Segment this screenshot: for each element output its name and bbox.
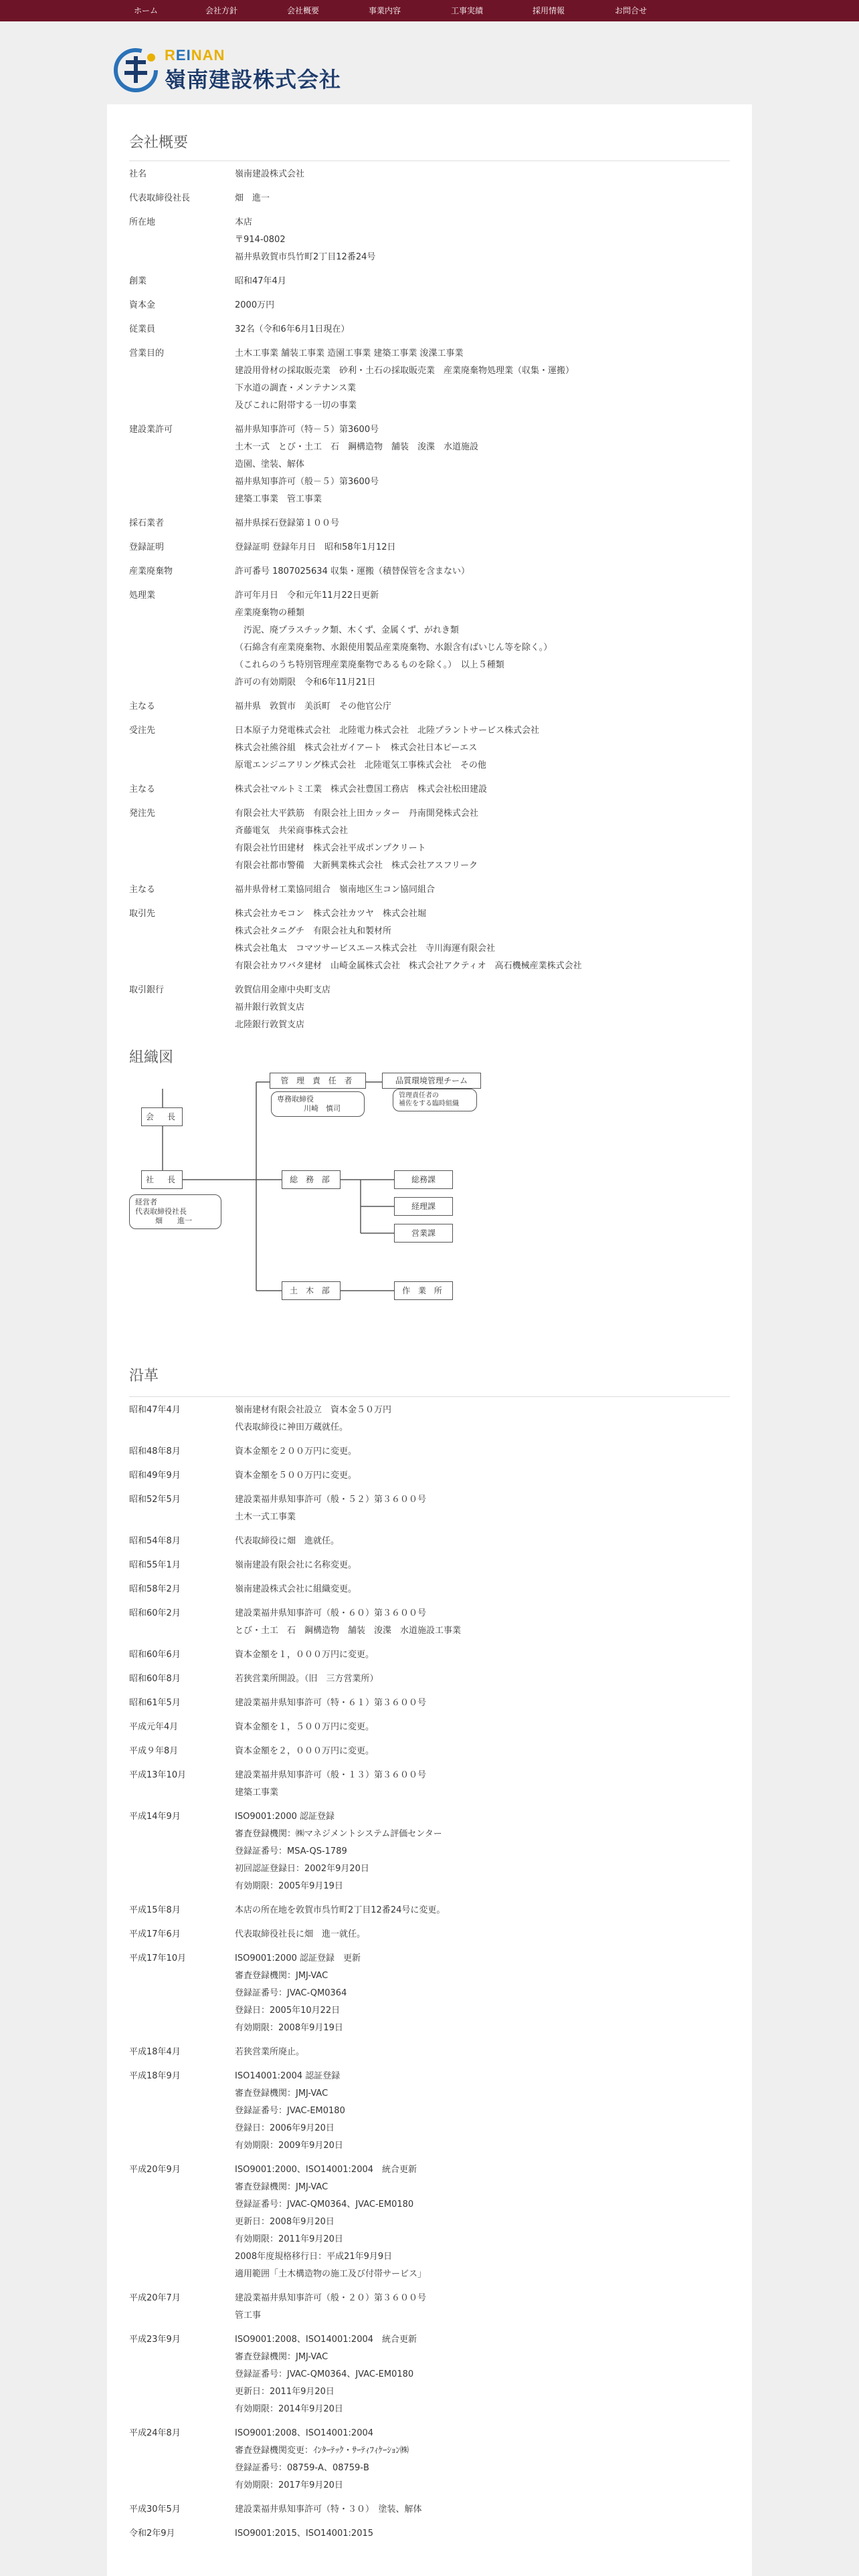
overview-value-line: 32名（令和6年6月1日現在）: [235, 324, 350, 334]
overview-value: [235, 563, 730, 580]
overview-value: [235, 421, 730, 508]
history-value: [235, 1695, 730, 1712]
history-value: [235, 1646, 730, 1664]
overview-value-line: 福井県知事許可（般－５）第3600号: [235, 477, 379, 487]
history-label: 昭和61年5月: [129, 1698, 181, 1708]
history-value: [235, 1950, 730, 2037]
history-value-line: 土木一式工事業: [235, 1512, 296, 1522]
org-box-sagyo-sho: 作 業 所: [394, 1281, 453, 1300]
history-value-line: 建設業福井県知事許可（般・２０）第３６００号: [235, 2293, 427, 2303]
overview-value-line: 株式会社熊谷組 株式会社ガイアート 株式会社日本ピーエス: [235, 743, 478, 753]
history-value-line: 若狭営業所開設。（旧 三方営業所）: [235, 1674, 379, 1684]
history-label: 昭和52年5月: [129, 1495, 181, 1505]
history-value-line: 有効期限：2014年9月20日: [235, 2404, 343, 2414]
overview-label: 建設業許可: [129, 425, 173, 435]
org-box-keiri-ka: 経理課: [394, 1197, 453, 1216]
history-value-line: ISO9001:2000 認証登録 更新: [235, 1953, 361, 1963]
overview-label: 創業: [129, 276, 147, 286]
overview-value-line: 建築工事業 管工事業: [235, 494, 322, 504]
history-label: 平成９年8月: [129, 1746, 179, 1756]
overview-value-line: 有限会社竹田建材 株式会社平成ポンプクリート: [235, 843, 426, 853]
history-value-line: 審査登録機関：JMJ-VAC: [235, 2182, 328, 2192]
history-label: 昭和55年1月: [129, 1560, 181, 1570]
history-label: 平成23年9月: [129, 2335, 181, 2345]
history-value: [235, 1402, 730, 1436]
overview-value-line: 敦賀信用金庫中央町支店: [235, 985, 331, 995]
overview-label: 従業員: [129, 324, 156, 334]
nav-home[interactable]: ホーム: [133, 6, 158, 15]
overview-value-line: 斉藤電気 共栄商事株式会社: [235, 826, 349, 836]
overview-value-line: 日本原子力発電株式会社 北陸電力株式会社 北陸プラントサービス株式会社: [235, 726, 540, 736]
history-value-line: 審査登録機関：JMJ-VAC: [235, 2352, 328, 2362]
nav-business[interactable]: 事業内容: [368, 6, 401, 15]
overview-value: [235, 539, 730, 556]
overview-label: 資本金: [129, 300, 156, 310]
history-label: 平成17年10月: [129, 1953, 187, 1963]
overview-value: [235, 321, 730, 338]
history-value: [235, 2290, 730, 2325]
overview-value-line: 土木工事業 舗装工事業 造園工事業 建築工事業 浚渫工事業: [235, 348, 464, 358]
overview-value-line: 建設用骨材の採取販売業 砂利・土石の採取販売業 産業廃棄物処理業（収集・運搬）: [235, 366, 575, 376]
history-value-line: 代表取締役に畑 進就任。: [235, 1536, 340, 1546]
history-label: 昭和58年2月: [129, 1584, 181, 1594]
nav-contact[interactable]: お問合せ: [614, 6, 647, 15]
history-value-line: 資本金額を５００万円に変更。: [235, 1471, 357, 1481]
history-value-line: 建設業福井県知事許可（般・６０）第３６００号: [235, 1608, 427, 1618]
history-value: [235, 1767, 730, 1802]
overview-value-line: （これらのうち特別管理産業廃棄物であるものを除く。） 以上５種類: [235, 660, 504, 670]
history-value-line: 建設業福井県知事許可（般・５２）第３６００号: [235, 1495, 427, 1505]
overview-value-line: 産業廃棄物の種類: [235, 608, 305, 618]
history-value-line: 有効期限：2017年9月20日: [235, 2480, 343, 2490]
history-value-line: 本店の所在地を敦賀市呉竹町2丁目12番24号に変更。: [235, 1905, 446, 1915]
overview-value-line: 有限会社カワバタ建材 山崎金属株式会社 株式会社アクティオ 高石機械産業株式会社: [235, 961, 582, 971]
history-value: [235, 1443, 730, 1461]
history-value-line: 登録証番号：JVAC-QM0364、JVAC-EM0180: [235, 2199, 414, 2210]
overview-value-line: 株式会社亀太 コマツサービスエース株式会社 寺川海運有限会社: [235, 944, 495, 954]
history-value-line: 代表取締役社長に畑 進一就任。: [235, 1929, 366, 1939]
overview-value-line: 土木一式 とび・土工 石 鋼構造物 舗装 浚渫 水道施設: [235, 442, 479, 452]
overview-value: [235, 905, 730, 975]
overview-label: 営業目的: [129, 348, 165, 358]
nav-company[interactable]: 会社概要: [286, 6, 319, 15]
overview-value: [235, 273, 730, 290]
history-value: [235, 2331, 730, 2418]
org-box-eigyo-ka: 営業課: [394, 1224, 453, 1243]
overview-value: [235, 214, 730, 266]
history-label: 昭和60年6月: [129, 1650, 181, 1660]
overview-value-line: 福井県敦賀市呉竹町2丁目12番24号: [235, 252, 376, 262]
org-box-hinshitsu: 品質環境管理チーム: [382, 1073, 481, 1089]
overview-value: [235, 781, 730, 798]
org-note-keiei: 経営者 代表取締役社長 畑 進一: [129, 1194, 221, 1229]
history-label: 平成元年4月: [129, 1722, 179, 1732]
overview-label: 主なる: [129, 885, 156, 895]
history-value: [235, 1902, 730, 1919]
overview-label: 代表取締役社長: [129, 193, 191, 203]
overview-label: 登録証明: [129, 542, 165, 552]
history-label: 昭和60年8月: [129, 1674, 181, 1684]
overview-value-line: 許可の有効期限 令和6年11月21日: [235, 677, 376, 687]
org-box-kaicho: 会 長: [141, 1107, 183, 1126]
top-nav-bar: [0, 0, 859, 21]
overview-value: [235, 166, 730, 183]
org-note-kanri: 専務取締役 川崎 慎司: [271, 1091, 365, 1117]
history-value: [235, 1719, 730, 1736]
org-chart: [129, 1067, 544, 1442]
history-label: 平成13年10月: [129, 1770, 187, 1780]
overview-value-line: 本店: [235, 217, 253, 227]
history-value-line: 登録日：2006年9月20日: [235, 2123, 335, 2133]
overview-label: 取引銀行: [129, 985, 165, 995]
overview-value-line: 原電エンジニアリング株式会社 北陸電気工事株式会社 その他: [235, 760, 486, 770]
overview-value-line: 嶺南建設株式会社: [235, 169, 305, 179]
overview-value-line: 汚泥、廃プラスチック類、木くず、金属くず、がれき類: [235, 625, 459, 635]
overview-label: 処理業: [129, 591, 156, 601]
overview-value-line: 株式会社カモコン 株式会社カツヤ 株式会社堀: [235, 909, 427, 919]
history-value: [235, 2068, 730, 2155]
org-box-somu-ka: 総務課: [394, 1170, 453, 1189]
history-value-line: 登録証番号：JVAC-QM0364: [235, 1988, 347, 1998]
history-value-line: ISO9001:2015、ISO14001:2015: [235, 2529, 374, 2539]
history-value: [235, 1605, 730, 1640]
history-value-line: 資本金額を１，０００万円に変更。: [235, 1650, 375, 1660]
org-box-doboku-bu: 土 木 部: [282, 1281, 341, 1300]
overview-value-line: 北陸銀行敦賀支店: [235, 1020, 305, 1030]
overview-value: [235, 722, 730, 774]
overview-label: 主なる: [129, 784, 156, 794]
overview-value: [235, 190, 730, 207]
history-value-line: 登録証番号：JVAC-QM0364、JVAC-EM0180: [235, 2369, 414, 2379]
company-logo[interactable]: [111, 43, 365, 96]
overview-label: 所在地: [129, 217, 156, 227]
history-value-line: ISO9001:2000、ISO14001:2004 統合更新: [235, 2165, 417, 2175]
history-value-line: 代表取締役に神田万蔵就任。: [235, 1422, 349, 1432]
overview-value-line: 造園、塗装、解体: [235, 459, 305, 469]
org-box-shacho: 社 長: [141, 1170, 183, 1189]
history-label: 平成20年9月: [129, 2165, 181, 2175]
overview-label: 社名: [129, 169, 147, 179]
logo-mark-icon: [111, 45, 161, 95]
history-label: 昭和49年9月: [129, 1471, 181, 1481]
overview-value: [235, 515, 730, 532]
history-label: 平成17年6月: [129, 1929, 181, 1939]
history-label: 平成15年8月: [129, 1905, 181, 1915]
overview-rule: [129, 160, 730, 161]
history-label: 昭和54年8月: [129, 1536, 181, 1546]
history-value: [235, 1671, 730, 1688]
history-value: [235, 1926, 730, 1943]
history-value-line: ISO14001:2004 認証登録: [235, 2071, 341, 2081]
nav-policy[interactable]: 会社方針: [205, 6, 237, 15]
history-value-line: 審査登録機関：JMJ-VAC: [235, 2088, 328, 2099]
history-label: 昭和48年8月: [129, 1446, 181, 1457]
org-box-somu-bu: 総 務 部: [282, 1170, 341, 1189]
overview-value-line: 福井県知事許可（特－５）第3600号: [235, 425, 379, 435]
history-value: [235, 1557, 730, 1574]
history-value-line: 有効期限：2009年9月20日: [235, 2141, 343, 2151]
overview-value-line: 2000万円: [235, 300, 275, 310]
history-value: [235, 2525, 730, 2543]
logo-text-jp: 嶺南建設株式会社: [165, 67, 342, 92]
history-value-line: 建設業福井県知事許可（特・３０） 塗装、解体: [235, 2504, 422, 2514]
overview-title: 会社概要: [129, 134, 189, 151]
history-value-line: とび・土工 石 鋼構造物 舗装 浚渫 水道施設工事業: [235, 1626, 462, 1636]
history-label: 平成30年5月: [129, 2504, 181, 2514]
overview-value-line: 及びこれに附帯する一切の事業: [235, 401, 357, 411]
overview-value-line: 株式会社タニグチ 有限会社丸和製材所: [235, 926, 392, 936]
content-card: [107, 104, 752, 2576]
history-value: [235, 1808, 730, 1895]
overview-value-line: 有限会社都市警備 大新興業株式会社 株式会社アスフリーク: [235, 861, 478, 871]
history-value-line: 管工事: [235, 2311, 262, 2321]
overview-value: [235, 805, 730, 875]
history-rule: [129, 1396, 730, 1397]
history-label: 平成18年9月: [129, 2071, 181, 2081]
history-value-line: 建設業福井県知事許可（般・１３）第３６００号: [235, 1770, 427, 1780]
overview-value-line: 許可番号 1807025634 収集・運搬（積替保管を含まない）: [235, 566, 470, 576]
org-box-kanri: 管 理 責 任 者: [270, 1073, 366, 1089]
overview-value-line: 福井銀行敦賀支店: [235, 1002, 305, 1012]
history-value: [235, 2161, 730, 2283]
history-value-line: 2008年度規格移行日：平成21年9月9日: [235, 2252, 393, 2262]
overview-label: 採石業者: [129, 518, 165, 528]
history-value-line: 審査登録機関：JMJ-VAC: [235, 1971, 328, 1981]
overview-value-line: 許可年月日 令和元年11月22日更新: [235, 591, 379, 601]
history-value-line: 嶺南建材有限会社設立 資本金５０万円: [235, 1405, 392, 1415]
overview-value: [235, 587, 730, 691]
overview-label: 産業廃棄物: [129, 566, 173, 576]
history-value-line: 登録日：2005年10月22日: [235, 2006, 341, 2016]
overview-value: [235, 881, 730, 899]
history-value-line: 嶺南建設株式会社に組織変更。: [235, 1584, 357, 1594]
overview-label: 取引先: [129, 909, 156, 919]
overview-value-line: 福井県 敦賀市 美浜町 その他官公庁: [235, 702, 392, 712]
overview-value-line: 昭和47年4月: [235, 276, 286, 286]
overview-value-line: 〒914-0802: [235, 235, 286, 245]
history-value-line: 建築工事業: [235, 1788, 279, 1798]
overview-value: [235, 345, 730, 415]
org-title: 組織図: [129, 1049, 174, 1066]
history-label: 平成14年9月: [129, 1812, 181, 1822]
history-value: [235, 1467, 730, 1485]
overview-label: 主なる: [129, 702, 156, 712]
history-value-line: 有効期限：2011年9月20日: [235, 2234, 343, 2244]
overview-value: [235, 297, 730, 314]
logo-text-en: REINAN: [165, 47, 225, 64]
nav-works[interactable]: 工事実績: [450, 6, 483, 15]
history-label: 平成24年8月: [129, 2428, 181, 2438]
history-value: [235, 2501, 730, 2518]
history-value-line: ISO9001:2008、ISO14001:2004: [235, 2428, 374, 2438]
nav-recruit[interactable]: 採用情報: [532, 6, 565, 15]
overview-label: 受注先: [129, 726, 156, 736]
history-value-line: 資本金額を１，５００万円に変更。: [235, 1722, 375, 1732]
overview-value-line: 福井県骨材工業協同組合 嶺南地区生コン協同組合: [235, 885, 436, 895]
history-value-line: ISO9001:2008、ISO14001:2004 統合更新: [235, 2335, 417, 2345]
history-value: [235, 2044, 730, 2061]
history-label: 昭和60年2月: [129, 1608, 181, 1618]
history-value: [235, 1533, 730, 1550]
history-value-line: 嶺南建設有限会社に名称変更。: [235, 1560, 357, 1570]
history-value-line: 登録証番号：JVAC-EM0180: [235, 2106, 345, 2116]
overview-value-line: 下水道の調査・メンテナンス業: [235, 383, 356, 393]
overview-value-line: 有限会社大平鉄筋 有限会社上田カッター 丹南開発株式会社: [235, 809, 478, 819]
overview-label: 発注先: [129, 809, 156, 819]
history-value-line: 登録証番号：08759-A、08759-B: [235, 2463, 369, 2473]
org-chart-lines: [129, 1067, 544, 1442]
history-label: 令和2年9月: [129, 2529, 175, 2539]
org-note-hinshitsu: 管理責任者の 補佐をする臨時組織: [393, 1089, 477, 1111]
overview-value: [235, 982, 730, 1034]
history-value-line: 若狭営業所廃止。: [235, 2047, 305, 2057]
overview-value-line: 福井県採石登録第１００号: [235, 518, 340, 528]
history-value: [235, 2425, 730, 2494]
overview-value-line: 株式会社マルトミ工業 株式会社豊国工務店 株式会社松田建設: [235, 784, 488, 794]
history-value-line: 適用範囲「土木構造物の施工及び付帯サービス」: [235, 2269, 427, 2279]
overview-value-line: 登録証明 登録年月日 昭和58年1月12日: [235, 542, 396, 552]
history-value: [235, 1581, 730, 1598]
history-value-line: 更新日：2011年9月20日: [235, 2387, 335, 2397]
history-value: [235, 1743, 730, 1760]
history-value: [235, 1491, 730, 1526]
overview-value-line: （石綿含有産業廃棄物、水銀使用製品産業廃棄物、水銀含有ばいじん等を除く。）: [235, 643, 553, 653]
history-label: 平成18年4月: [129, 2047, 181, 2057]
history-label: 昭和47年4月: [129, 1405, 181, 1415]
history-value-line: 有効期限：2005年9月19日: [235, 1881, 343, 1891]
history-value-line: 審査登録機関変更：ｲﾝﾀｰﾃｯｸ・ｻｰﾃｨﾌｨｹｰｼｮﾝ㈱: [235, 2446, 409, 2456]
history-value-line: 登録証番号：MSA-QS-1789: [235, 1846, 347, 1856]
history-title: 沿革: [129, 1368, 159, 1384]
overview-value-line: 畑 進一: [235, 193, 270, 203]
history-value-line: 審査登録機関：㈱マネジメントシステム評価センター: [235, 1829, 442, 1839]
history-value-line: ISO9001:2000 認証登録: [235, 1812, 335, 1822]
history-value-line: 有効期限：2008年9月19日: [235, 2023, 343, 2033]
history-value-line: 資本金額を２，０００万円に変更。: [235, 1746, 375, 1756]
overview-value: [235, 698, 730, 716]
history-value-line: 建設業福井県知事許可（特・６１）第３６００号: [235, 1698, 427, 1708]
history-value-line: 資本金額を２００万円に変更。: [235, 1446, 357, 1457]
history-value-line: 初回認証登録日：2002年9月20日: [235, 1864, 369, 1874]
history-value-line: 更新日：2008年9月20日: [235, 2217, 335, 2227]
history-label: 平成20年7月: [129, 2293, 181, 2303]
